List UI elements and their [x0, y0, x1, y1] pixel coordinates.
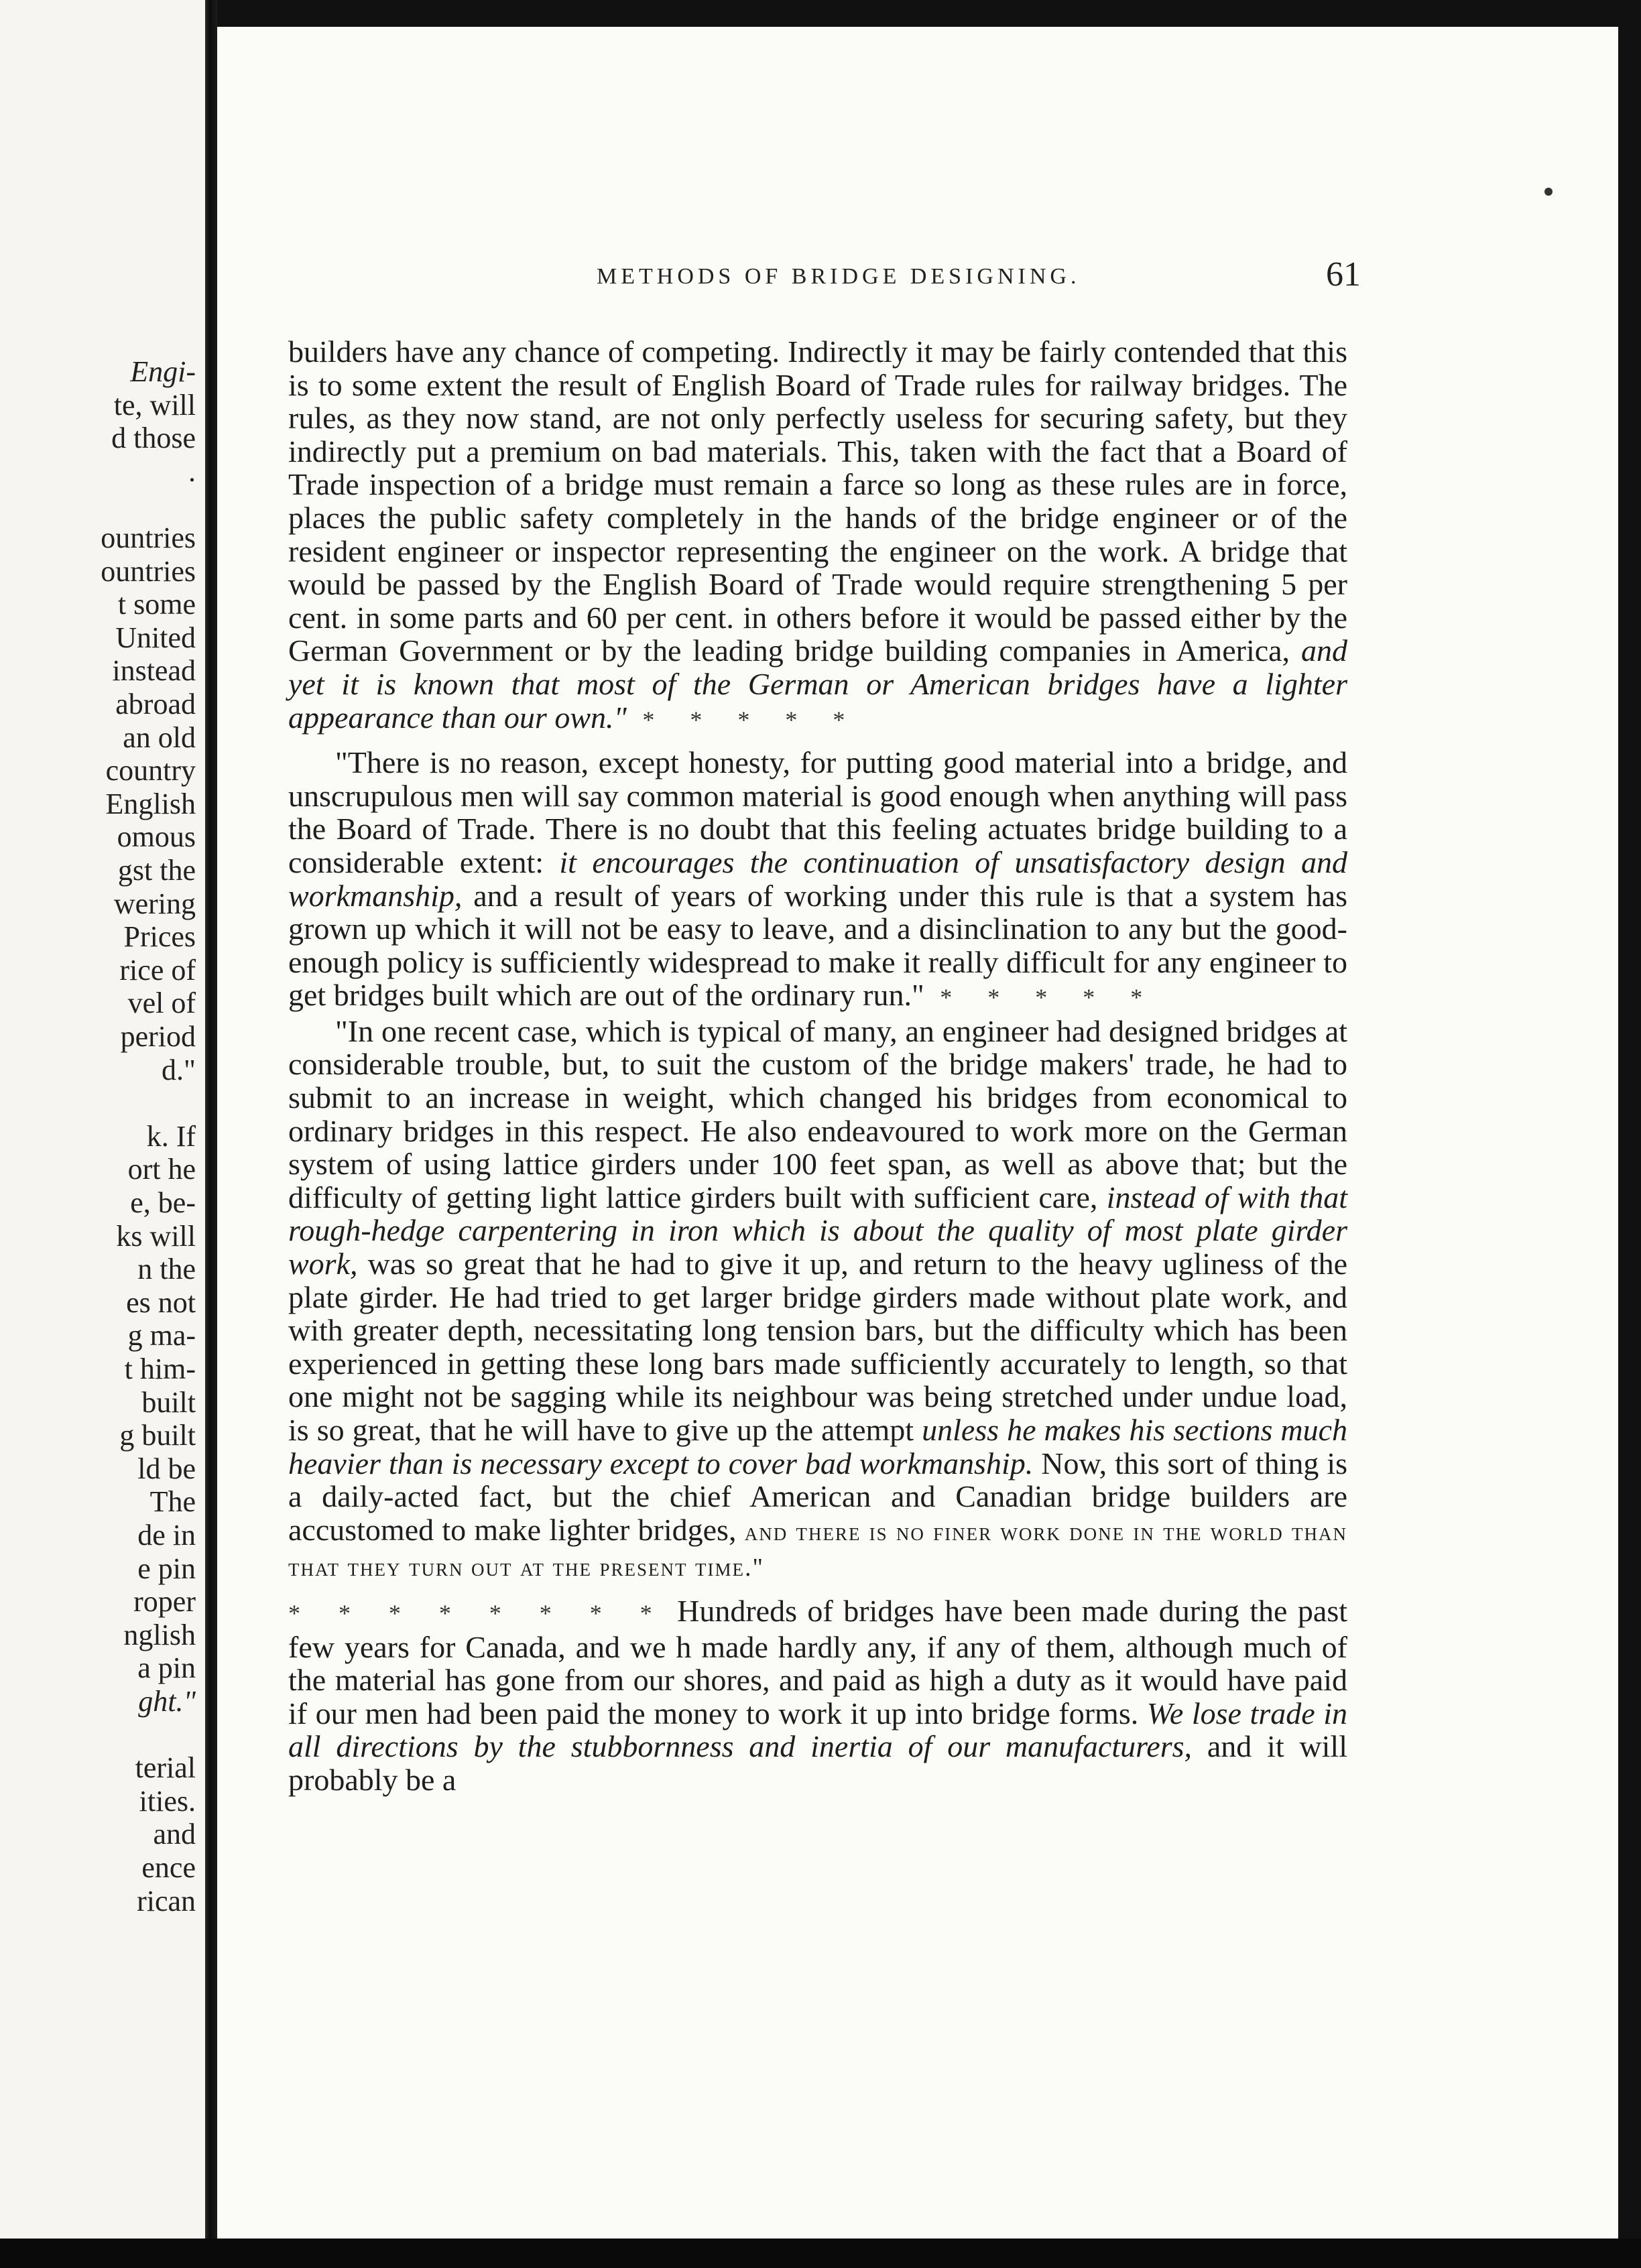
page-number: 61 — [1326, 255, 1361, 294]
left-page-fragment — [0, 0, 205, 2268]
text-run: and a result of years of working under this rule is that a system has grown up which it will not be easy to leave, and a disinclination to any but the good-enough policy is sufficiently widespread to make it really difficult for any engineer to get bridges built which are out of the ordinary run." — [288, 878, 1347, 1013]
left-page-line: rice of — [119, 953, 196, 987]
left-page-line: ks will — [116, 1219, 196, 1253]
left-page-line: ort he — [127, 1153, 196, 1186]
left-page-line: g built — [119, 1419, 196, 1452]
left-page-line: g ma- — [127, 1319, 196, 1352]
left-page-line: ountries — [101, 521, 196, 554]
running-head — [382, 255, 1374, 302]
left-page-line: built — [141, 1385, 196, 1419]
left-page-line: terial — [135, 1751, 196, 1785]
left-page-line: and — [153, 1818, 196, 1851]
ink-speck — [1544, 188, 1553, 196]
left-page-line: t him- — [124, 1352, 196, 1385]
left-page-line: es not — [126, 1285, 196, 1319]
paragraph — [288, 746, 1347, 1015]
text-run: and it will probably be a — [288, 1729, 1347, 1797]
text-run: Now, this sort of thing is a daily-acted fact, but the chief American and Canadian bridge builders are accustomed to make lighter bridges, — [288, 1446, 1347, 1547]
italic-run: unless he makes his sections much heavier than is necessary except to cover bad workmanship. — [288, 1413, 1348, 1480]
left-page-line: d those — [111, 422, 196, 455]
italic-run: We lose trade in all directions by the stubbornness and inertia of our manufacturers, — [288, 1696, 1347, 1764]
text-run: Hundreds of bridges have been made during the past few years for Canada, and we h made hardly any, if any of them, although much of the material has gone from our shores, and paid as high a duty as it would have paid if our men had been paid the money to work it up into bridge forms. — [288, 1593, 1348, 1730]
left-page-line: Prices — [123, 920, 196, 954]
left-page-line: an old — [123, 720, 196, 754]
left-page-line: k. If — [146, 1119, 196, 1153]
left-page-line: de in — [137, 1519, 196, 1552]
left-page-line: Engi- — [130, 355, 196, 388]
left-page-line: instead — [112, 654, 196, 688]
left-page-line: vel of — [127, 987, 196, 1020]
ellipsis-stars: * * * * * — [642, 706, 860, 733]
left-page-line: ght." — [138, 1685, 196, 1718]
left-page-line: The — [149, 1485, 196, 1519]
text-run: builders have any chance of competing. Indirectly it may be fairly contended that this is to some extent the result of English Board of Trade rules for railway bridges. The rules, as they now stand, are not only perfectly useless for securing safety, but they indirectly put a premium on bad materials. This, taken with the fact that a Board of Trade inspection of a bridge must remain a farce so long as these rules are in force, places the public safety completely in the hands of the bridge engineer or of the resident engineer or inspector representing the engineer on the work. A bridge that would be passed by the English Board of Trade would require strengthening 5 per cent. in some parts and 60 per cent. in others before it would be passed either by the German Government or by the leading bridge building companies in America, — [288, 334, 1347, 668]
left-page-line: period — [120, 1020, 196, 1053]
italic-run: instead of with that rough-hedge carpentering in iron which is about the quality of most plate girder work, — [288, 1180, 1347, 1281]
left-page-line: ountries — [101, 554, 196, 588]
left-page-line: gst the — [117, 854, 196, 887]
left-page-line: a pin — [137, 1651, 196, 1685]
ellipsis-stars: * * * * * * * * — [288, 1599, 667, 1627]
paragraph — [288, 1015, 1347, 1585]
italic-run: it encourages the continuation of unsatisfactory design and workmanship, — [288, 844, 1348, 913]
left-page-line: te, will — [113, 388, 196, 422]
left-page-line: English — [105, 787, 196, 820]
small-caps-run: and there is no finer work done in the world than that they turn out at the present time." — [288, 1517, 1347, 1582]
left-page-line: rican — [137, 1884, 196, 1917]
left-page-line: . — [188, 454, 196, 488]
left-page-line: United — [115, 621, 196, 654]
left-page-line: wering — [113, 887, 196, 920]
paragraph — [288, 335, 1347, 737]
left-page-line: n the — [137, 1253, 196, 1286]
body-text — [288, 335, 1347, 1797]
text-run: "In one recent case, which is typical of many, an engineer had designed bridges at considerable trouble, but, to suit the custom of the bridge makers' trade, he had to submit to an increase in weight, which changed his bridges from economical to ordinary bridges in this respect. He also endeavoured to work more on the German system of using lattice girders under 100 feet span, as well as above that; but the difficulty of getting light lattice girders built with sufficient care, — [288, 1013, 1347, 1214]
running-head-title: METHODS OF BRIDGE DESIGNING. — [597, 264, 1081, 289]
left-page-line: d." — [162, 1053, 196, 1086]
left-page-line: e, be- — [130, 1186, 196, 1219]
left-page-line: e pin — [137, 1552, 196, 1585]
paragraph — [288, 1594, 1347, 1797]
text-run: was so great that he had to give it up, and return to the heavy ugliness of the plate girder. He had tried to get larger bridge girders made without plate work, and with greater depth, necessitating long tension bars, but the difficulty which has been experienced in getting these long bars made sufficiently accurately to length, so that one might not be sagging while its neighbour was being stretched under undue load, is so great, that he will have to give up the attempt — [288, 1247, 1347, 1447]
left-page-line: abroad — [115, 688, 196, 720]
left-page-line: ld be — [137, 1452, 196, 1485]
ellipsis-stars: * * * * * — [940, 984, 1158, 1011]
left-page-line: ence — [141, 1851, 196, 1884]
text-run: "There is no reason, except honesty, for putting good material into a bridge, and unscrupulous men will say common material is good enough when anything will pass the Board of Trade. There is no doubt that this feeling actuates bridge building to a considerable extent: — [288, 745, 1347, 879]
left-page-line: country — [105, 754, 196, 788]
italic-run: and yet it is known that most of the German or American bridges have a lighter appearance than our own." — [288, 633, 1348, 735]
left-page-line: roper — [133, 1585, 196, 1619]
book-gutter — [205, 0, 217, 2268]
left-page-line: t some — [117, 588, 196, 621]
left-page-line: ities. — [139, 1784, 196, 1818]
scan-bottom-edge — [0, 2239, 1641, 2268]
left-page-line: nglish — [123, 1618, 196, 1651]
left-page-line: omous — [117, 820, 196, 854]
